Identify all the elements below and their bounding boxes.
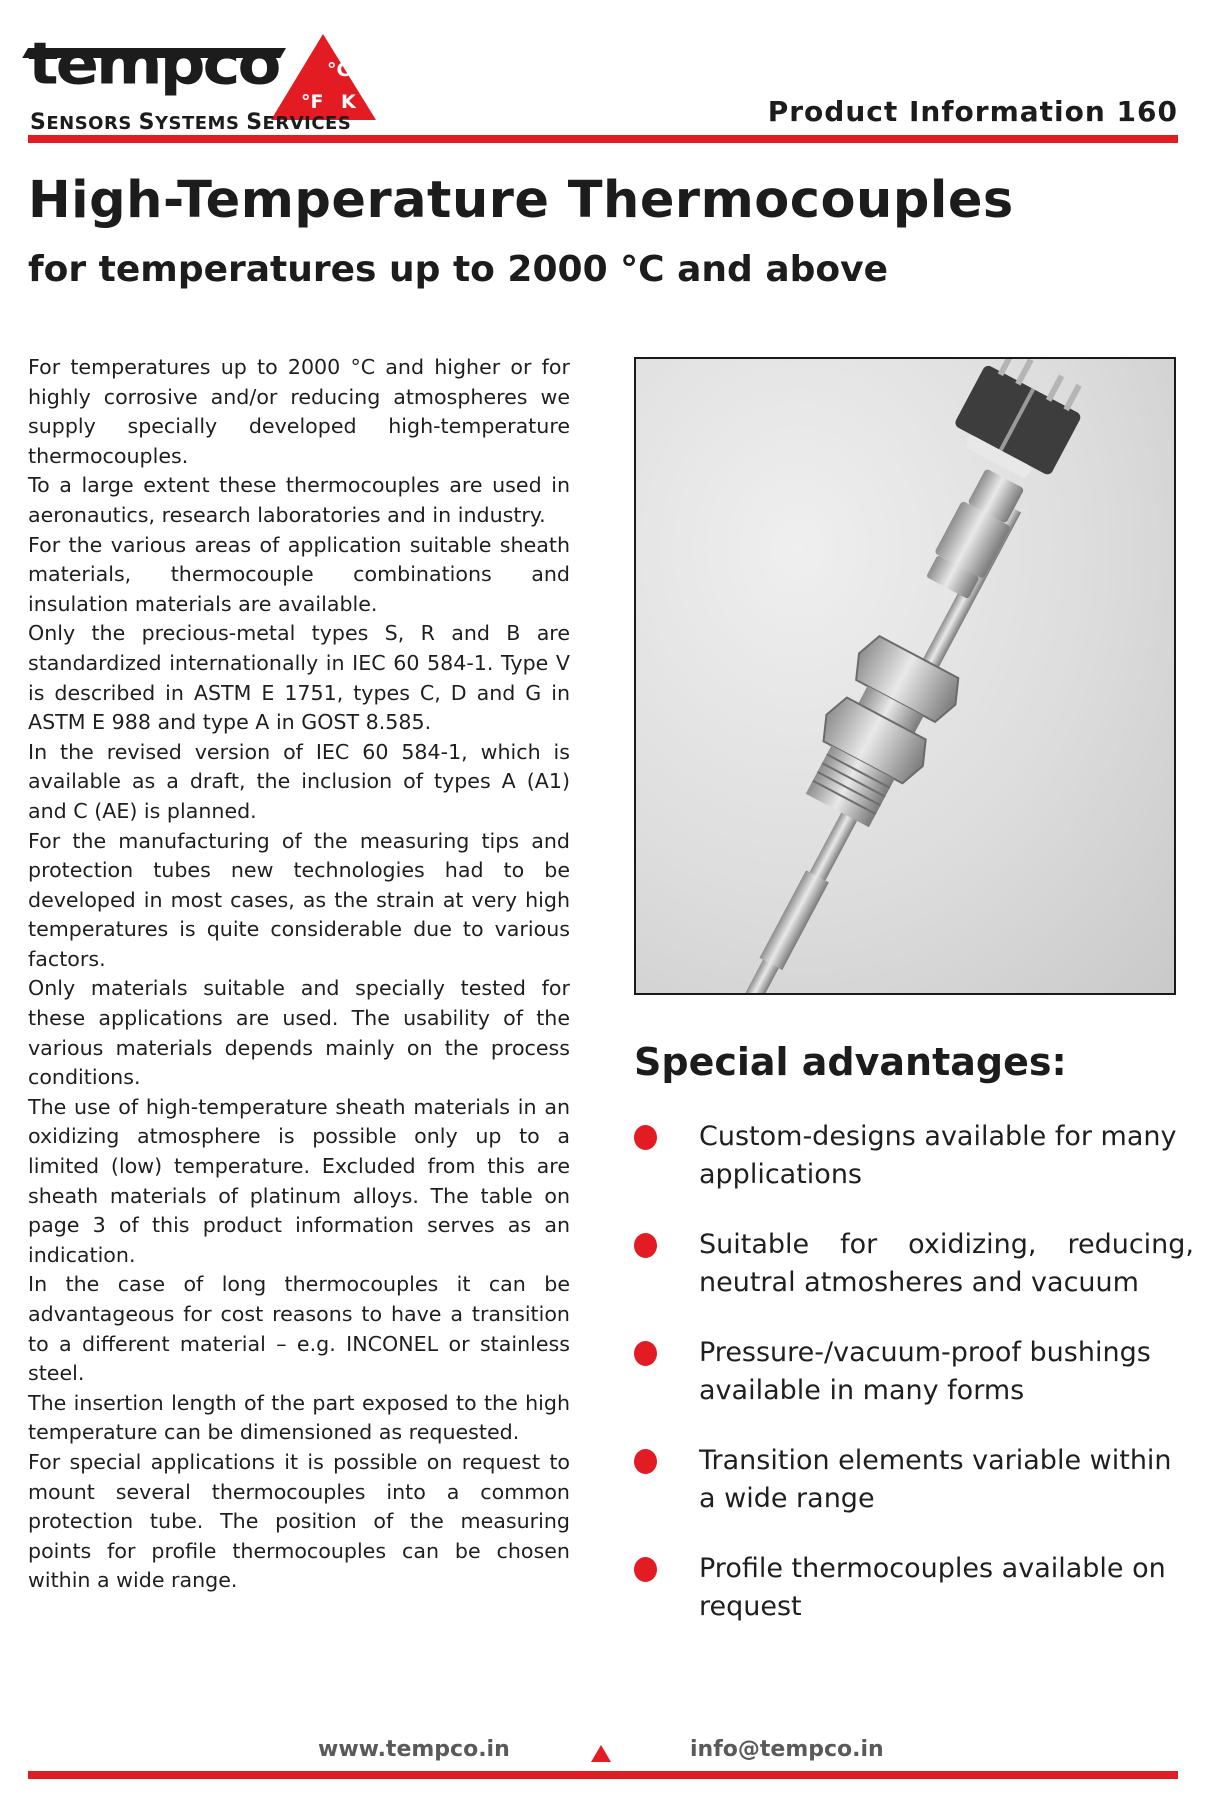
advantage-item	[634, 1442, 1194, 1550]
tagline-cap: S	[246, 110, 263, 135]
body-text	[28, 353, 570, 1596]
body-paragraph: For temperatures up to 2000 °C and higher or for highly corrosive and/or reducing atmospheres we supply specially developed high-temperature thermocouples.	[28, 355, 570, 468]
email-link[interactable]: info@tempco.in	[690, 1737, 884, 1762]
company-logo	[28, 30, 356, 140]
body-paragraph: For special applications it is possible on request to mount several thermocouples into a common protection tube. The position of the measuring points for profile thermocouples can be chosen within a wide range.	[28, 1449, 570, 1593]
bullet-dot-icon	[634, 1557, 657, 1582]
advantage-text: Profile thermocouples available on request	[699, 1553, 1166, 1622]
body-paragraph: The insertion length of the part exposed to the high temperature can be dimensioned as requested.	[28, 1390, 570, 1445]
logo-unit-kelvin: K	[341, 91, 356, 113]
advantage-item	[634, 1226, 1194, 1334]
logo-unit-fahrenheit: °F	[301, 91, 324, 113]
body-paragraph: Only materials suitable and specially tested for these applications are used. The usability of the various materials depends mainly on the process conditions.	[28, 976, 570, 1090]
advantage-item	[634, 1334, 1194, 1442]
body-paragraph: To a large extent these thermocouples are used in aeronautics, research laboratories and in industry.	[28, 473, 570, 527]
product-info-label: Product Information 160	[767, 95, 1178, 128]
tagline-word: ENSORS	[46, 113, 132, 134]
body-paragraph: For the various areas of application suitable sheath materials, thermocouple combinations and insulation materials are available.	[28, 532, 570, 616]
advantages-list	[634, 1118, 1194, 1658]
advantage-text: Pressure-/vacuum-proof bushings available in many forms	[699, 1337, 1151, 1406]
advantage-item	[634, 1118, 1194, 1226]
thermocouple-illustration	[636, 359, 1174, 993]
logo-tagline	[30, 110, 351, 135]
product-photo	[634, 357, 1176, 995]
page-subtitle: for temperatures up to 2000 °C and above	[28, 249, 889, 290]
bullet-dot-icon	[634, 1125, 657, 1150]
triangle-icon	[591, 1745, 611, 1762]
tagline-cap: S	[30, 110, 47, 135]
advantage-item	[634, 1550, 1194, 1658]
tagline-word: YSTEMS	[154, 113, 240, 134]
body-paragraph: The use of high-temperature sheath materials in an oxidizing atmosphere is possible only up to a limited (low) temperature. Excluded from this are sheath materials of platinum alloys. The table on page 3 of this product information serves as an indication.	[28, 1094, 570, 1267]
logo-unit-celsius: °C	[327, 59, 351, 81]
bullet-dot-icon	[634, 1449, 657, 1474]
bullet-dot-icon	[634, 1341, 657, 1366]
tagline-word: ERVICES	[262, 113, 352, 134]
advantage-text: Transition elements variable within a wide range	[699, 1445, 1172, 1514]
tagline-cap: S	[138, 110, 155, 135]
body-paragraph: In the revised version of IEC 60 584-1, which is available as a draft, the inclusion of types A (A1) and C (AE) is planned.	[28, 739, 570, 823]
body-paragraph: For the manufacturing of the measuring tips and protection tubes new technologies had to be developed in most cases, as the strain at very high temperatures is quite considerable due to various factors.	[28, 828, 570, 971]
advantage-text: Custom-designs available for many applications	[699, 1121, 1177, 1190]
footer-divider	[28, 1771, 1178, 1779]
page-title: High-Temperature Thermocouples	[28, 171, 1014, 230]
logo-wordmark: tempco	[28, 31, 279, 99]
body-paragraph: Only the precious-metal types S, R and B are standardized internationally in IEC 60 584-1. Type V is described in ASTM E 1751, types C, D and G in ASTM E 988 and type A in GOST 8.585.	[28, 621, 570, 735]
body-paragraph: In the case of long thermocouples it can be advantageous for cost reasons to have a transition to a different material – e.g. INCONEL or stainless steel.	[28, 1272, 570, 1386]
website-link[interactable]: www.tempco.in	[318, 1737, 510, 1762]
bullet-dot-icon	[634, 1233, 657, 1258]
advantage-text: Suitable for oxidizing, reducing, neutral atmosheres and vacuum	[699, 1229, 1194, 1298]
advantages-heading: Special advantages:	[634, 1040, 1067, 1084]
header-divider	[28, 135, 1178, 143]
